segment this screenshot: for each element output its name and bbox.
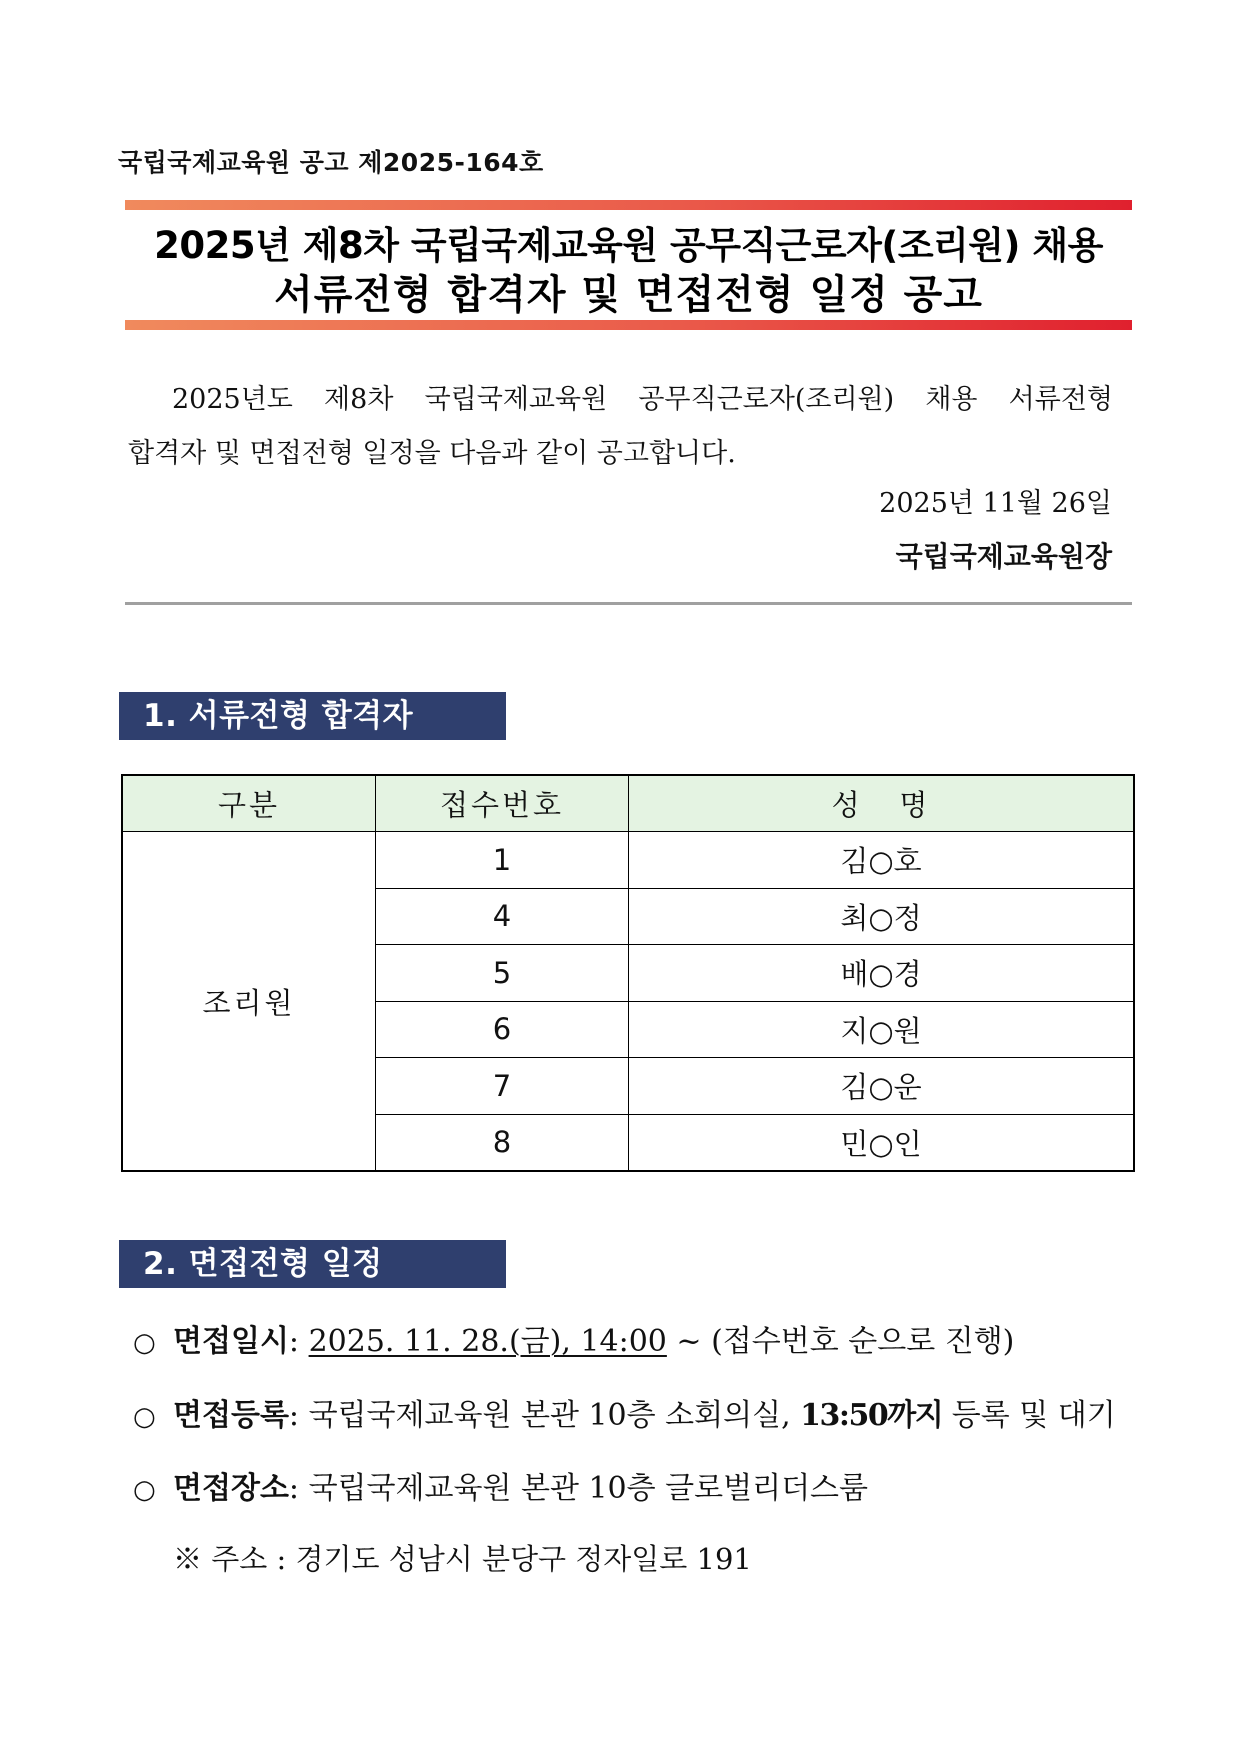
notice-number: 국립국제교육원 공고 제2025-164호 — [118, 148, 544, 177]
circle-bullet-icon: ○ — [133, 1475, 156, 1505]
interview-datetime-label: 면접일시 — [173, 1324, 289, 1359]
separator: : — [288, 1398, 309, 1433]
separator: : — [288, 1471, 309, 1506]
interview-location-label: 면접장소 — [173, 1471, 289, 1506]
title-top-rule — [125, 200, 1132, 210]
interview-registration-time: 13:50까지 — [800, 1398, 943, 1433]
announcement-date: 2025년 11월 26일 — [879, 488, 1112, 519]
issuer: 국립국제교육원장 — [895, 540, 1112, 573]
receipt-number-cell: 6 — [376, 1001, 629, 1058]
title-bottom-rule — [125, 320, 1132, 330]
interview-registration-place: 국립국제교육원 본관 10층 소회의실, — [308, 1398, 801, 1433]
intro-line-1: 2025년도 제8차 국립국제교육원 공무직근로자(조리원) 채용 서류전형 — [172, 384, 1113, 415]
receipt-number-cell: 7 — [376, 1058, 629, 1115]
category-cell: 조리원 — [122, 832, 376, 1172]
name-cell: 최○정 — [629, 888, 1135, 945]
receipt-number-cell: 1 — [376, 832, 629, 889]
section-heading-2: 2. 면접전형 일정 — [119, 1240, 506, 1288]
address-note: ※ 주소 : 경기도 성남시 분당구 정자일로 191 — [173, 1542, 752, 1576]
receipt-number-cell: 5 — [376, 945, 629, 1002]
name-cell: 배○경 — [629, 945, 1135, 1002]
receipt-number-cell: 4 — [376, 888, 629, 945]
name-cell: 김○운 — [629, 1058, 1135, 1115]
section-heading-1: 1. 서류전형 합격자 — [119, 692, 506, 740]
interview-registration-note: 등록 및 대기 — [942, 1398, 1116, 1433]
intro-line-2: 합격자 및 면접전형 일정을 다음과 같이 공고합니다. — [128, 438, 736, 469]
interview-location-item — [133, 1463, 1143, 1507]
name-cell: 지○원 — [629, 1001, 1135, 1058]
interview-datetime-note: ~ (접수번호 순으로 진행) — [666, 1324, 1015, 1359]
passed-applicants-table — [121, 774, 1135, 1172]
title-line-1: 2025년 제8차 국립국제교육원 공무직근로자(조리원) 채용 — [154, 224, 1103, 267]
header-receipt-number: 접수번호 — [376, 775, 629, 832]
interview-registration-item — [133, 1390, 1143, 1434]
receipt-number-cell: 8 — [376, 1114, 629, 1171]
name-cell: 김○호 — [629, 832, 1135, 889]
name-cell: 민○인 — [629, 1114, 1135, 1171]
separator: : — [288, 1324, 309, 1359]
table-header-row — [122, 775, 1134, 832]
divider — [125, 602, 1132, 605]
title-line-2: 서류전형 합격자 및 면접전형 일정 공고 — [274, 272, 983, 318]
header-name: 성 명 — [629, 775, 1135, 832]
interview-registration-label: 면접등록 — [173, 1398, 289, 1433]
interview-datetime-value: 2025. 11. 28.(금), 14:00 — [308, 1324, 667, 1359]
header-category: 구분 — [122, 775, 376, 832]
interview-datetime-item — [133, 1316, 1143, 1360]
circle-bullet-icon: ○ — [133, 1328, 156, 1358]
interview-location-value: 국립국제교육원 본관 10층 글로벌리더스룸 — [308, 1471, 869, 1506]
circle-bullet-icon: ○ — [133, 1402, 156, 1432]
table-row — [122, 832, 1134, 889]
